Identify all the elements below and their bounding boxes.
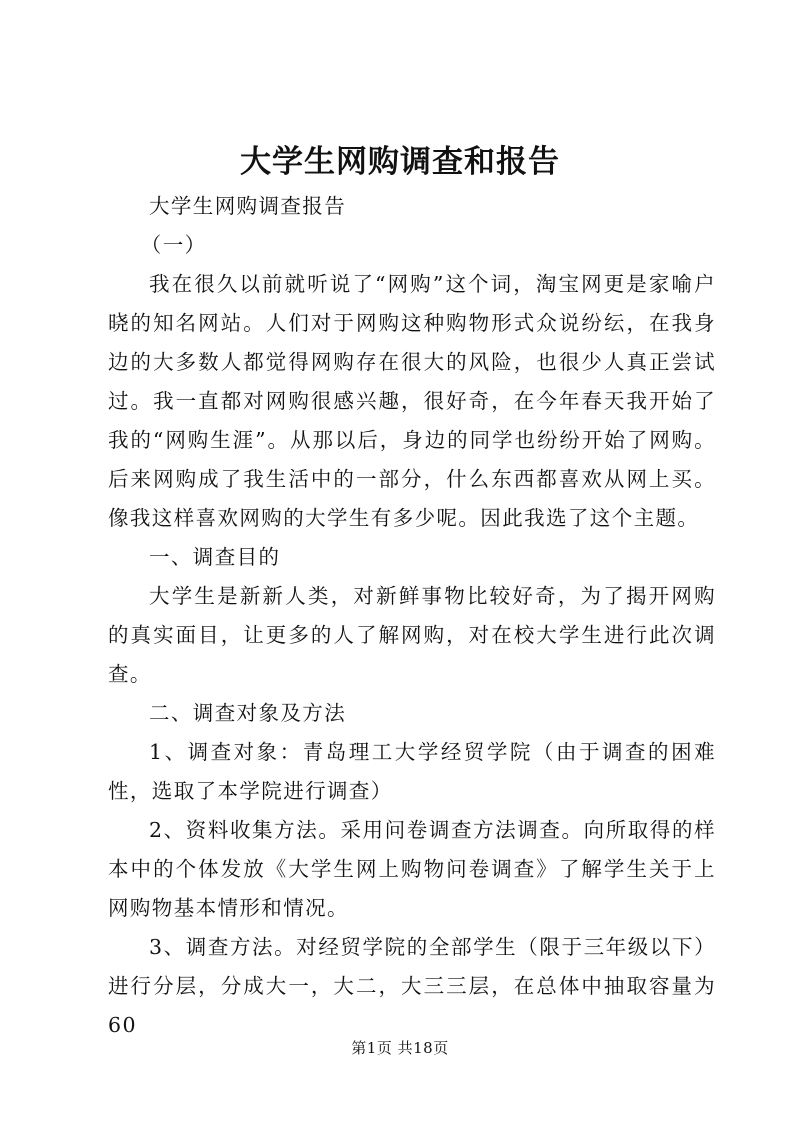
section-marker-paragraph: （一） (140, 233, 207, 257)
document-title: 大学生网购调查和报告 (240, 144, 560, 180)
page-number-footer: 第1页 共18页 (351, 1039, 449, 1057)
survey-method-paragraph: 3、调查方法。对经贸学院的全部学生（限于三年级以下）进行分层，分成大一，大二，大三三层，在总体中抽取容量为60 (108, 935, 716, 1037)
intro-paragraph: 我在很久以前就听说了“网购”这个词，淘宝网更是家喻户晓的知名网站。人们对于网购这种购物形式众说纷纭，在我身边的大多数人都觉得网购存在很大的风险，也很少人真正尝试过。我一直都对网购很感兴趣，很好奇，在今年春天我开始了我的“网购生涯”。从那以后，身边的同学也纷纷开始了网购。后来网购成了我生活中的一部分，什么东西都喜欢从网上买。像我这样喜欢网购的大学生有多少呢。因此我选了这个主题。 (108, 272, 716, 530)
data-collection-paragraph: 2、资料收集方法。采用问卷调查方法调查。向所取得的样本中的个体发放《大学生网上购物问卷调查》了解学生关于上网购物基本情形和情况。 (108, 818, 716, 920)
document-body (108, 187, 716, 1045)
purpose-paragraph: 大学生是新新人类，对新鲜事物比较好奇，为了揭开网购的真实面目，让更多的人了解网购，对在校大学生进行此次调查。 (108, 584, 716, 686)
subjects-paragraph: 1、调查对象：青岛理工大学经贸学院（由于调查的困难性，选取了本学院进行调查） (108, 740, 716, 803)
heading-purpose: 一、调查目的 (149, 545, 281, 569)
heading-subjects-methods: 二、调查对象及方法 (149, 701, 347, 725)
subtitle-paragraph: 大学生网购调查报告 (149, 194, 347, 218)
